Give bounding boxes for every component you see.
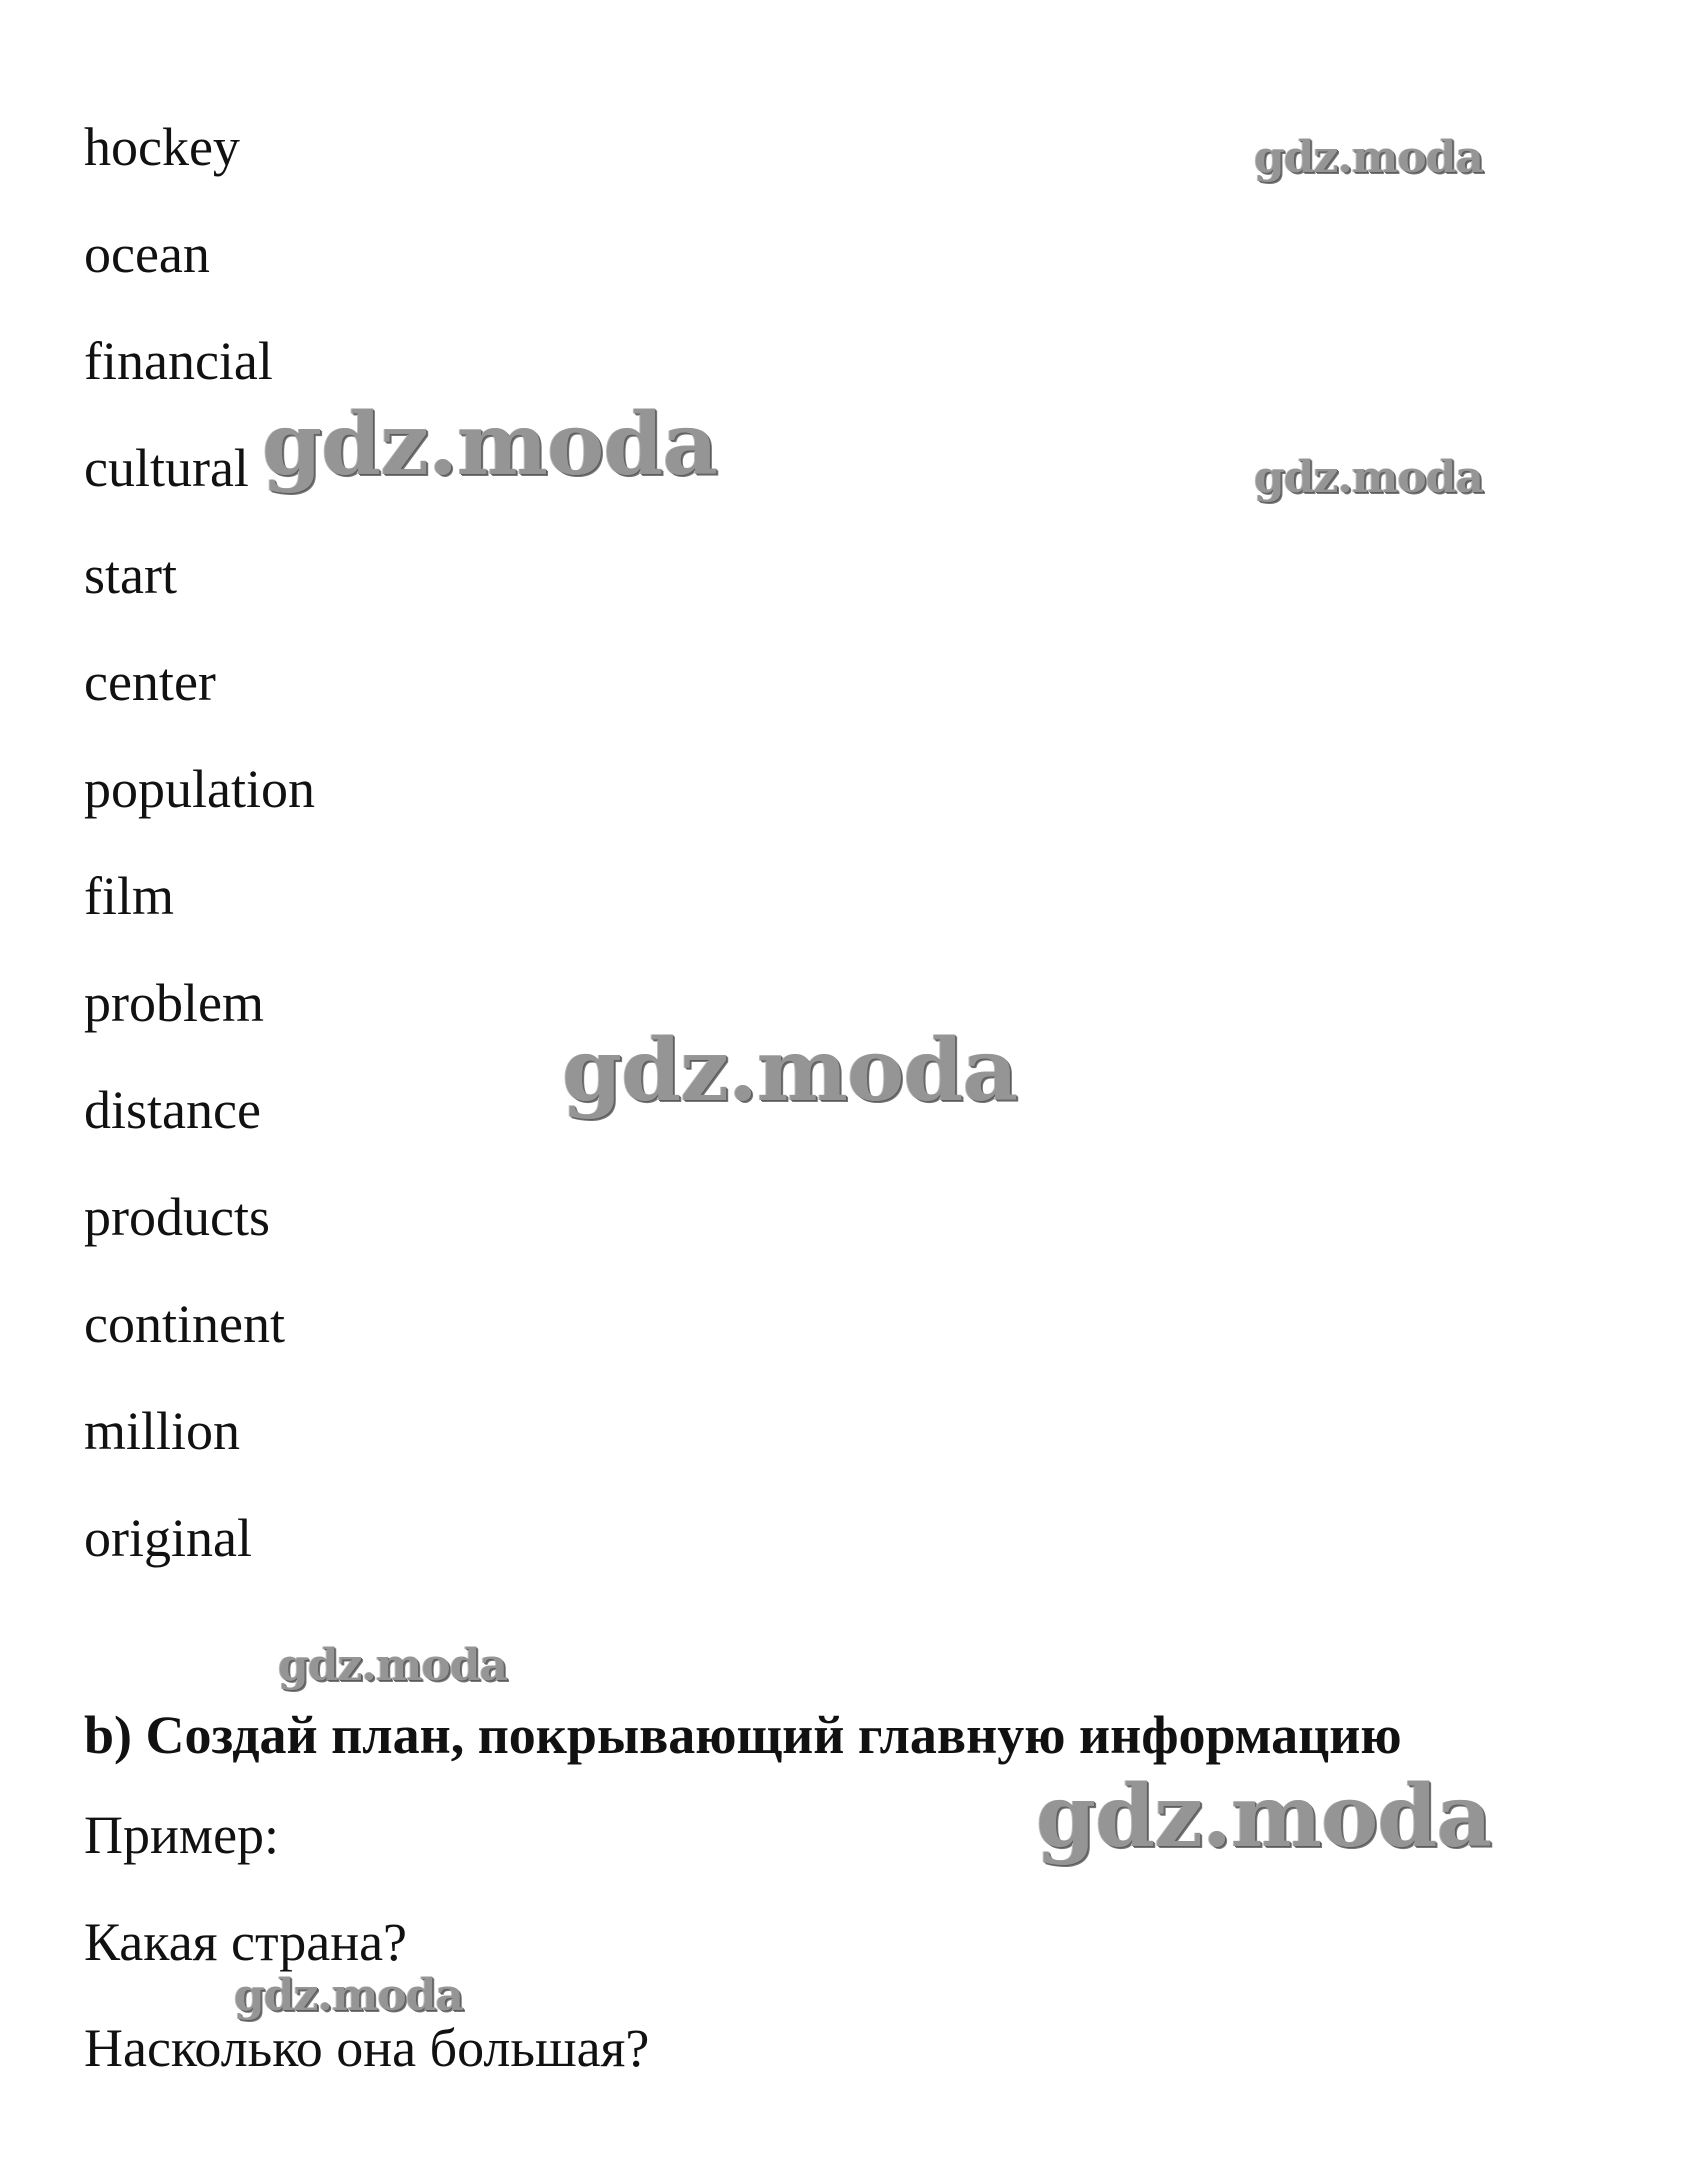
list-item: hockey: [84, 117, 240, 177]
list-item: distance: [84, 1080, 261, 1140]
list-item: center: [84, 652, 216, 712]
watermark-logo: gdz.moda: [234, 1970, 464, 2021]
question-item: Насколько она большая?: [84, 2018, 650, 2078]
list-item: population: [84, 759, 315, 819]
list-item: ocean: [84, 224, 210, 284]
list-item: cultural: [84, 438, 249, 498]
watermark-logo: gdz.moda: [562, 1020, 1018, 1121]
watermark-logo: gdz.moda: [1036, 1766, 1492, 1867]
list-item: continent: [84, 1294, 285, 1354]
list-item: original: [84, 1508, 252, 1568]
section-b-heading: b) Создай план, покрывающий главную информацию: [84, 1705, 1402, 1765]
list-item: million: [84, 1401, 241, 1461]
list-item: film: [84, 866, 174, 926]
watermark-logo: gdz.moda: [1254, 452, 1484, 503]
word-list: [84, 94, 315, 1592]
example-label: Пример:: [84, 1805, 280, 1865]
question-item: Какая страна?: [84, 1912, 408, 1972]
watermark-logo: gdz.moda: [1254, 132, 1484, 183]
list-item: financial: [84, 331, 273, 391]
list-item: start: [84, 545, 177, 605]
list-item: products: [84, 1187, 270, 1247]
watermark-logo: gdz.moda: [262, 394, 718, 495]
watermark-logo: gdz.moda: [278, 1640, 508, 1691]
list-item: problem: [84, 973, 264, 1033]
